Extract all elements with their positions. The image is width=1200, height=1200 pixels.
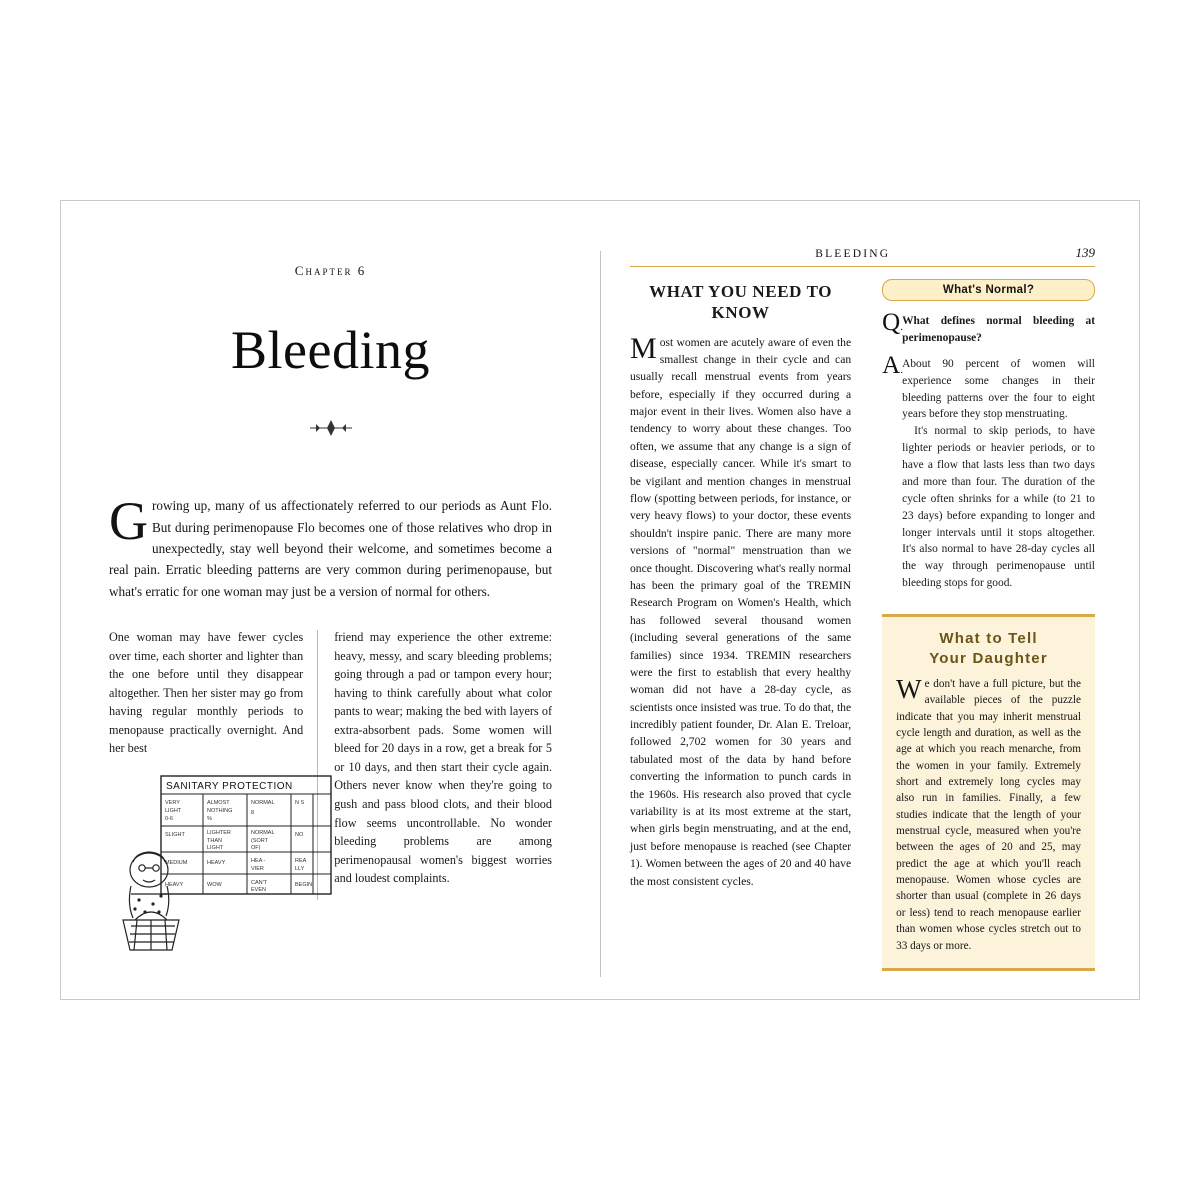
svg-text:LIGHT: LIGHT: [207, 844, 224, 851]
chapter-label-text: Chapter 6: [294, 263, 367, 278]
whats-normal-banner: What's Normal?: [882, 279, 1095, 301]
q-letter-dot: .: [900, 321, 903, 333]
qa-block: [882, 309, 1095, 592]
daughter-dropcap: W: [896, 674, 922, 704]
tell-your-daughter-title: [896, 629, 1081, 668]
svg-text:LLY: LLY: [295, 865, 305, 872]
svg-text:8: 8: [251, 809, 255, 816]
body-dropcap: M: [630, 331, 657, 365]
svg-text:VIER: VIER: [251, 865, 264, 872]
svg-text:HEAVY: HEAVY: [207, 859, 226, 866]
qa-answer-text: [902, 356, 1095, 592]
svg-text:BEGIN: BEGIN: [295, 881, 313, 888]
qa-question-row: [882, 309, 1095, 347]
intro-dropcap: G: [109, 491, 148, 552]
svg-text:REA: REA: [295, 857, 307, 864]
svg-text:(SORT: (SORT: [251, 837, 269, 844]
svg-text:EVEN: EVEN: [251, 886, 266, 893]
svg-text:HEAVY: HEAVY: [165, 881, 184, 888]
svg-text:CAN'T: CAN'T: [251, 879, 268, 886]
svg-text:0-6: 0-6: [165, 815, 173, 822]
svg-text:MEDIUM: MEDIUM: [165, 859, 188, 866]
a-letter: [882, 351, 903, 592]
q-letter: [882, 309, 903, 347]
right-page: [600, 201, 1139, 999]
svg-text:OF): OF): [251, 844, 261, 851]
left-column-two-text: friend may experience the other extreme: heavy, messy, and scary bleeding problems; going through a pad or tampon every hour; having to think carefully about what color pants to wear; making the bed with layers of extra-absorbent pads. Some women will bleed for 20 days in a row, get a break for 5 or 10 days, and then start their cycle again. Others never know when they're going to gush and pass blood clots, and their blood flow seems uncontrollable. No wonder bleeding problems are among perimenopausal women's biggest worries and loudest complaints.: [334, 630, 552, 886]
tell-your-daughter-box: [882, 614, 1095, 971]
section-heading: WHAT YOU NEED TO KNOW: [649, 282, 833, 323]
svg-text:NO: NO: [295, 831, 304, 838]
svg-text:LIGHTER: LIGHTER: [207, 829, 231, 836]
sanitary-protection-cartoon: [109, 774, 313, 959]
svg-text:%: %: [207, 815, 212, 822]
svg-text:ALMOST: ALMOST: [207, 799, 230, 806]
left-body-columns: [109, 628, 552, 959]
sidebar-column: [867, 279, 1095, 952]
right-page-columns: [630, 279, 1095, 952]
svg-text:HEA -: HEA -: [251, 857, 266, 864]
q-letter-text: Q: [882, 309, 901, 336]
ornament-icon: [109, 417, 552, 443]
chapter-title: Bleeding: [231, 320, 430, 380]
cartoon-svg: [109, 774, 339, 959]
svg-text:WOW: WOW: [207, 881, 222, 888]
chapter-label: [109, 263, 552, 279]
svg-text:N S: N S: [295, 799, 305, 806]
svg-text:NOTHING: NOTHING: [207, 807, 233, 814]
svg-text:VERY: VERY: [165, 799, 180, 806]
tell-your-daughter-title-line2: Your Daughter: [929, 649, 1048, 667]
intro-text: rowing up, many of us affectionately referred to our periods as Aunt Flo. But during perimenopause Flo becomes one of those relatives who drop in unexpectedly, stay well beyond their welcome, and sometimes become a real pain. Erratic bleeding patterns are very common during perimenopause, but what's erratic for one woman may just be a version of normal for others.: [109, 498, 552, 599]
svg-text:NORMAL: NORMAL: [251, 829, 275, 836]
a-letter-text: A: [882, 351, 901, 379]
sidebar-vertical-rule: [600, 251, 601, 977]
section-body: [630, 331, 852, 891]
tell-your-daughter-title-line1: What to Tell: [939, 630, 1038, 647]
qa-answer-p2: It's normal to skip periods, to have lighter periods or heavier periods, or to have a flow that lasts less than two days and more than four. The duration of the cycle often shrinks for a while (to 21 to 23 days) before expanding to longer and longer intervals until it stops altogether. It's also normal to have 28-day cycles all the way through perimenopause until bleeding stops for good.: [902, 425, 1095, 590]
svg-text:SLIGHT: SLIGHT: [165, 831, 185, 838]
chapter-intro: [109, 491, 552, 602]
left-column-one-text: One woman may have fewer cycles over time, each shorter and lighter than the one before until they disappear altogether. Then her sister may go from having regular monthly periods to menopause practically overnight. And her best: [109, 630, 304, 756]
running-head-title: BLEEDING: [815, 248, 891, 260]
daughter-body-text: e don't have a full picture, but the available pieces of the puzzle indicate that you may inherit menstrual cycle length and duration, as well as the age at which you reach menarche, from the women in your family. Extremely short and extremely long cycles may also run in families. Finally, a few studies indicate that the length of your menstrual cycle, measured when you're between the ages of 20 and 25, may predict the age at which you'll reach menopause. Women whose cycles are shorter than usual (complete in 26 days or less) tend to reach menopause earlier than women whose cycles stretch out to 33 days or more.: [896, 678, 1081, 952]
left-column-one: [109, 628, 317, 959]
page-number: 139: [1075, 245, 1095, 260]
ornament-svg: [308, 417, 354, 439]
qa-answer-row: [882, 351, 1095, 592]
svg-text:THAN: THAN: [207, 837, 222, 844]
body-text: ost women are acutely aware of even the smallest change in their cycle and can usually recall menstrual events from years before, especially if they occurred during a major event in their lives. Women also have a tendency to worry about these changes. Too often, we assume that any change is a sign of disease, especially cancer. While it's smart to be vigilant and mention changes in menstrual flow (spotting between periods, for instance, or very heavy flows) to your doctor, these events shouldn't inspire panic. There are many more versions of "normal" menstruation than we once thought. Discovering what's really normal has been the primary goal of the TREMIN Research Program on Women's Health, which has followed several thousand women (including several generations of the same families) since 1934. TREMIN researchers were the first to establish that every healthy woman did not have a 28-day cycle, as scientists once insisted was true. To do that, the incredibly patient founder, Dr. Alan E. Treloar, followed 2,702 women for 30 years and tabulated most of the data by hand before converting the information to punch cards in the 1960s. His research also proved that cycle variability is at its most extreme at the start, when girls begin menstruating, and at the end, just before menopause is reached (see Chapter 1). Women between the ages of 20 and 40 have the most consistent cycles.: [630, 335, 852, 888]
left-column-two: [318, 628, 552, 959]
qa-question-text: What defines normal bleeding at perimenopause?: [902, 315, 1095, 344]
running-head: [630, 245, 1095, 267]
book-spread: [60, 200, 1140, 1000]
svg-text:LIGHT: LIGHT: [165, 807, 182, 814]
a-letter-dot: .: [900, 363, 903, 376]
main-text-column: [630, 279, 867, 919]
tell-your-daughter-text: [896, 676, 1081, 954]
qa-answer-p1: About 90 percent of women will experience some changes in their bleeding patterns over the four to eight years before they stop menstruating.: [902, 357, 1095, 421]
svg-text:SANITARY PROTECTION: SANITARY PROTECTION: [166, 780, 293, 792]
left-page: [61, 201, 600, 999]
svg-text:NORMAL: NORMAL: [251, 799, 275, 806]
